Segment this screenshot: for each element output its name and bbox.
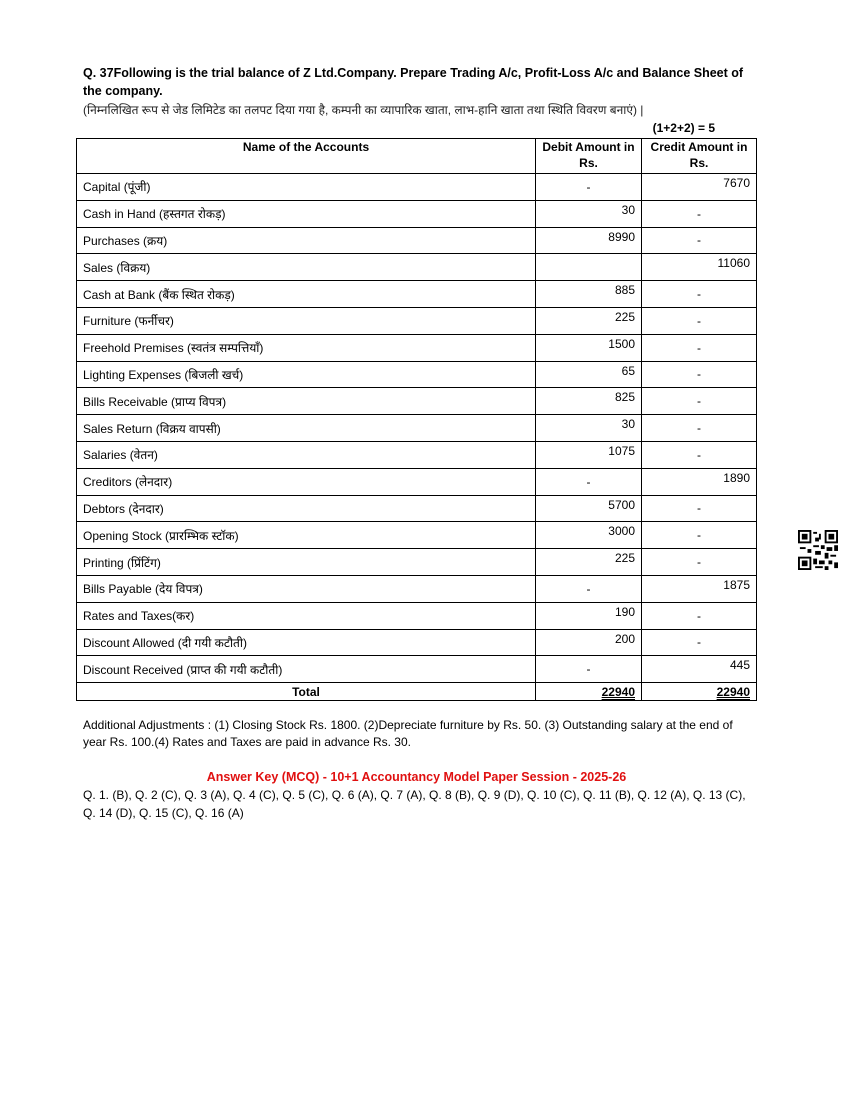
account-name: Opening Stock (प्रारम्भिक स्टॉक) [77,522,536,549]
table-row [77,629,757,656]
debit-amount: 30 [536,200,642,227]
account-name: Cash at Bank (बैंक स्थित रोकड़) [77,281,536,308]
credit-amount: 11060 [642,254,757,281]
trial-balance-table [76,138,757,701]
credit-amount: - [642,334,757,361]
credit-amount: - [642,307,757,334]
account-name: Discount Received (प्राप्त की गयी कटौती) [77,656,536,683]
debit-amount [536,254,642,281]
debit-amount: 225 [536,307,642,334]
table-row [77,361,757,388]
total-debit-text: 22940 [601,684,635,699]
credit-amount: - [642,227,757,254]
total-row [77,683,757,701]
account-name: Discount Allowed (दी गयी कटौती) [77,629,536,656]
credit-amount: 1875 [642,575,757,602]
account-name: Purchases (क्रय) [77,227,536,254]
credit-amount: - [642,415,757,442]
debit-amount: 1500 [536,334,642,361]
document-body [76,64,757,822]
table-row [77,254,757,281]
table-row [77,441,757,468]
question-hindi: (निम्नलिखित रूप से जेड लिमिटेड का तलपट दिया गया है, कम्पनी का व्यापारिक खाता, लाभ-हानि खाता तथा स्थिति विवरण बनाएं) | [83,103,644,117]
account-name: Furniture (फर्नीचर) [77,307,536,334]
credit-amount: - [642,522,757,549]
total-label [77,683,536,701]
account-name: Cash in Hand (हस्तगत रोकड़) [77,200,536,227]
table-row [77,575,757,602]
debit-amount: 5700 [536,495,642,522]
account-name: Bills Receivable (प्राप्य विपत्र) [77,388,536,415]
table-row [77,522,757,549]
question-title: Q. 37Following is the trial balance of Z Ltd.Company. Prepare Trading A/c, Profit-Loss A/c and Balance Sheet of the company. [83,66,744,98]
credit-amount: 445 [642,656,757,683]
credit-amount: - [642,602,757,629]
account-name: Lighting Expenses (बिजली खर्च) [77,361,536,388]
total-debit [536,683,642,701]
total-credit [642,683,757,701]
qr-code-icon [798,530,838,570]
table-row [77,549,757,576]
account-name: Creditors (लेनदार) [77,468,536,495]
credit-amount: - [642,281,757,308]
table-row [77,602,757,629]
credit-amount: - [642,361,757,388]
debit-amount: 30 [536,415,642,442]
table-row [77,281,757,308]
answer-key-title: Answer Key (MCQ) - 10+1 Accountancy Model Paper Session - 2025-26 [206,770,627,785]
debit-amount: - [536,174,642,201]
debit-amount: 225 [536,549,642,576]
table-row [77,468,757,495]
debit-amount: - [536,575,642,602]
credit-amount: - [642,388,757,415]
debit-amount: 3000 [536,522,642,549]
account-name: Sales (विक्रय) [77,254,536,281]
account-name: Rates and Taxes(कर) [77,602,536,629]
account-name: Printing (प्रिंटिंग) [77,549,536,576]
total-label-text: Total [292,684,320,699]
credit-amount: 7670 [642,174,757,201]
debit-amount: 8990 [536,227,642,254]
table-header-row [77,139,757,174]
debit-amount: 825 [536,388,642,415]
header-name: Name of the Accounts [77,139,536,174]
table-row [77,307,757,334]
table-row [77,200,757,227]
debit-amount: 885 [536,281,642,308]
debit-amount: 190 [536,602,642,629]
account-name: Debtors (देनदार) [77,495,536,522]
account-name: Bills Payable (देय विपत्र) [77,575,536,602]
debit-amount: 65 [536,361,642,388]
debit-amount: - [536,468,642,495]
account-name: Salaries (वेतन) [77,441,536,468]
marks: (1+2+2) = 5 [652,121,715,135]
table-row [77,334,757,361]
header-debit: Debit Amount in Rs. [536,139,642,174]
answer-key-body: Q. 1. (B), Q. 2 (C), Q. 3 (A), Q. 4 (C), Q. 5 (C), Q. 6 (A), Q. 7 (A), Q. 8 (B), Q. 9 (D), Q. 10 (C), Q. 11 (B), Q. 12 (A), Q. 13 (C), Q. 14 (D), Q. 15 (C), Q. 16 (A) [83,788,746,821]
table-row [77,227,757,254]
credit-amount: - [642,629,757,656]
debit-amount: - [536,656,642,683]
debit-amount: 200 [536,629,642,656]
table-row [77,495,757,522]
table-row [77,174,757,201]
table-row [77,415,757,442]
credit-amount: - [642,441,757,468]
account-name: Sales Return (विक्रय वापसी) [77,415,536,442]
table-row [77,656,757,683]
header-credit: Credit Amount in Rs. [642,139,757,174]
credit-amount: 1890 [642,468,757,495]
credit-amount: - [642,495,757,522]
account-name: Freehold Premises (स्वतंत्र सम्पत्तियाँ) [77,334,536,361]
credit-amount: - [642,200,757,227]
total-credit-text: 22940 [716,684,750,699]
account-name: Capital (पूंजी) [77,174,536,201]
credit-amount: - [642,549,757,576]
debit-amount: 1075 [536,441,642,468]
additional-adjustments: Additional Adjustments : (1) Closing Stock Rs. 1800. (2)Depreciate furniture by Rs. 50. (3) Outstanding salary at the end of year Rs. 100.(4) Rates and Taxes are paid in advance Rs. 30. [83,718,733,750]
table-row [77,388,757,415]
